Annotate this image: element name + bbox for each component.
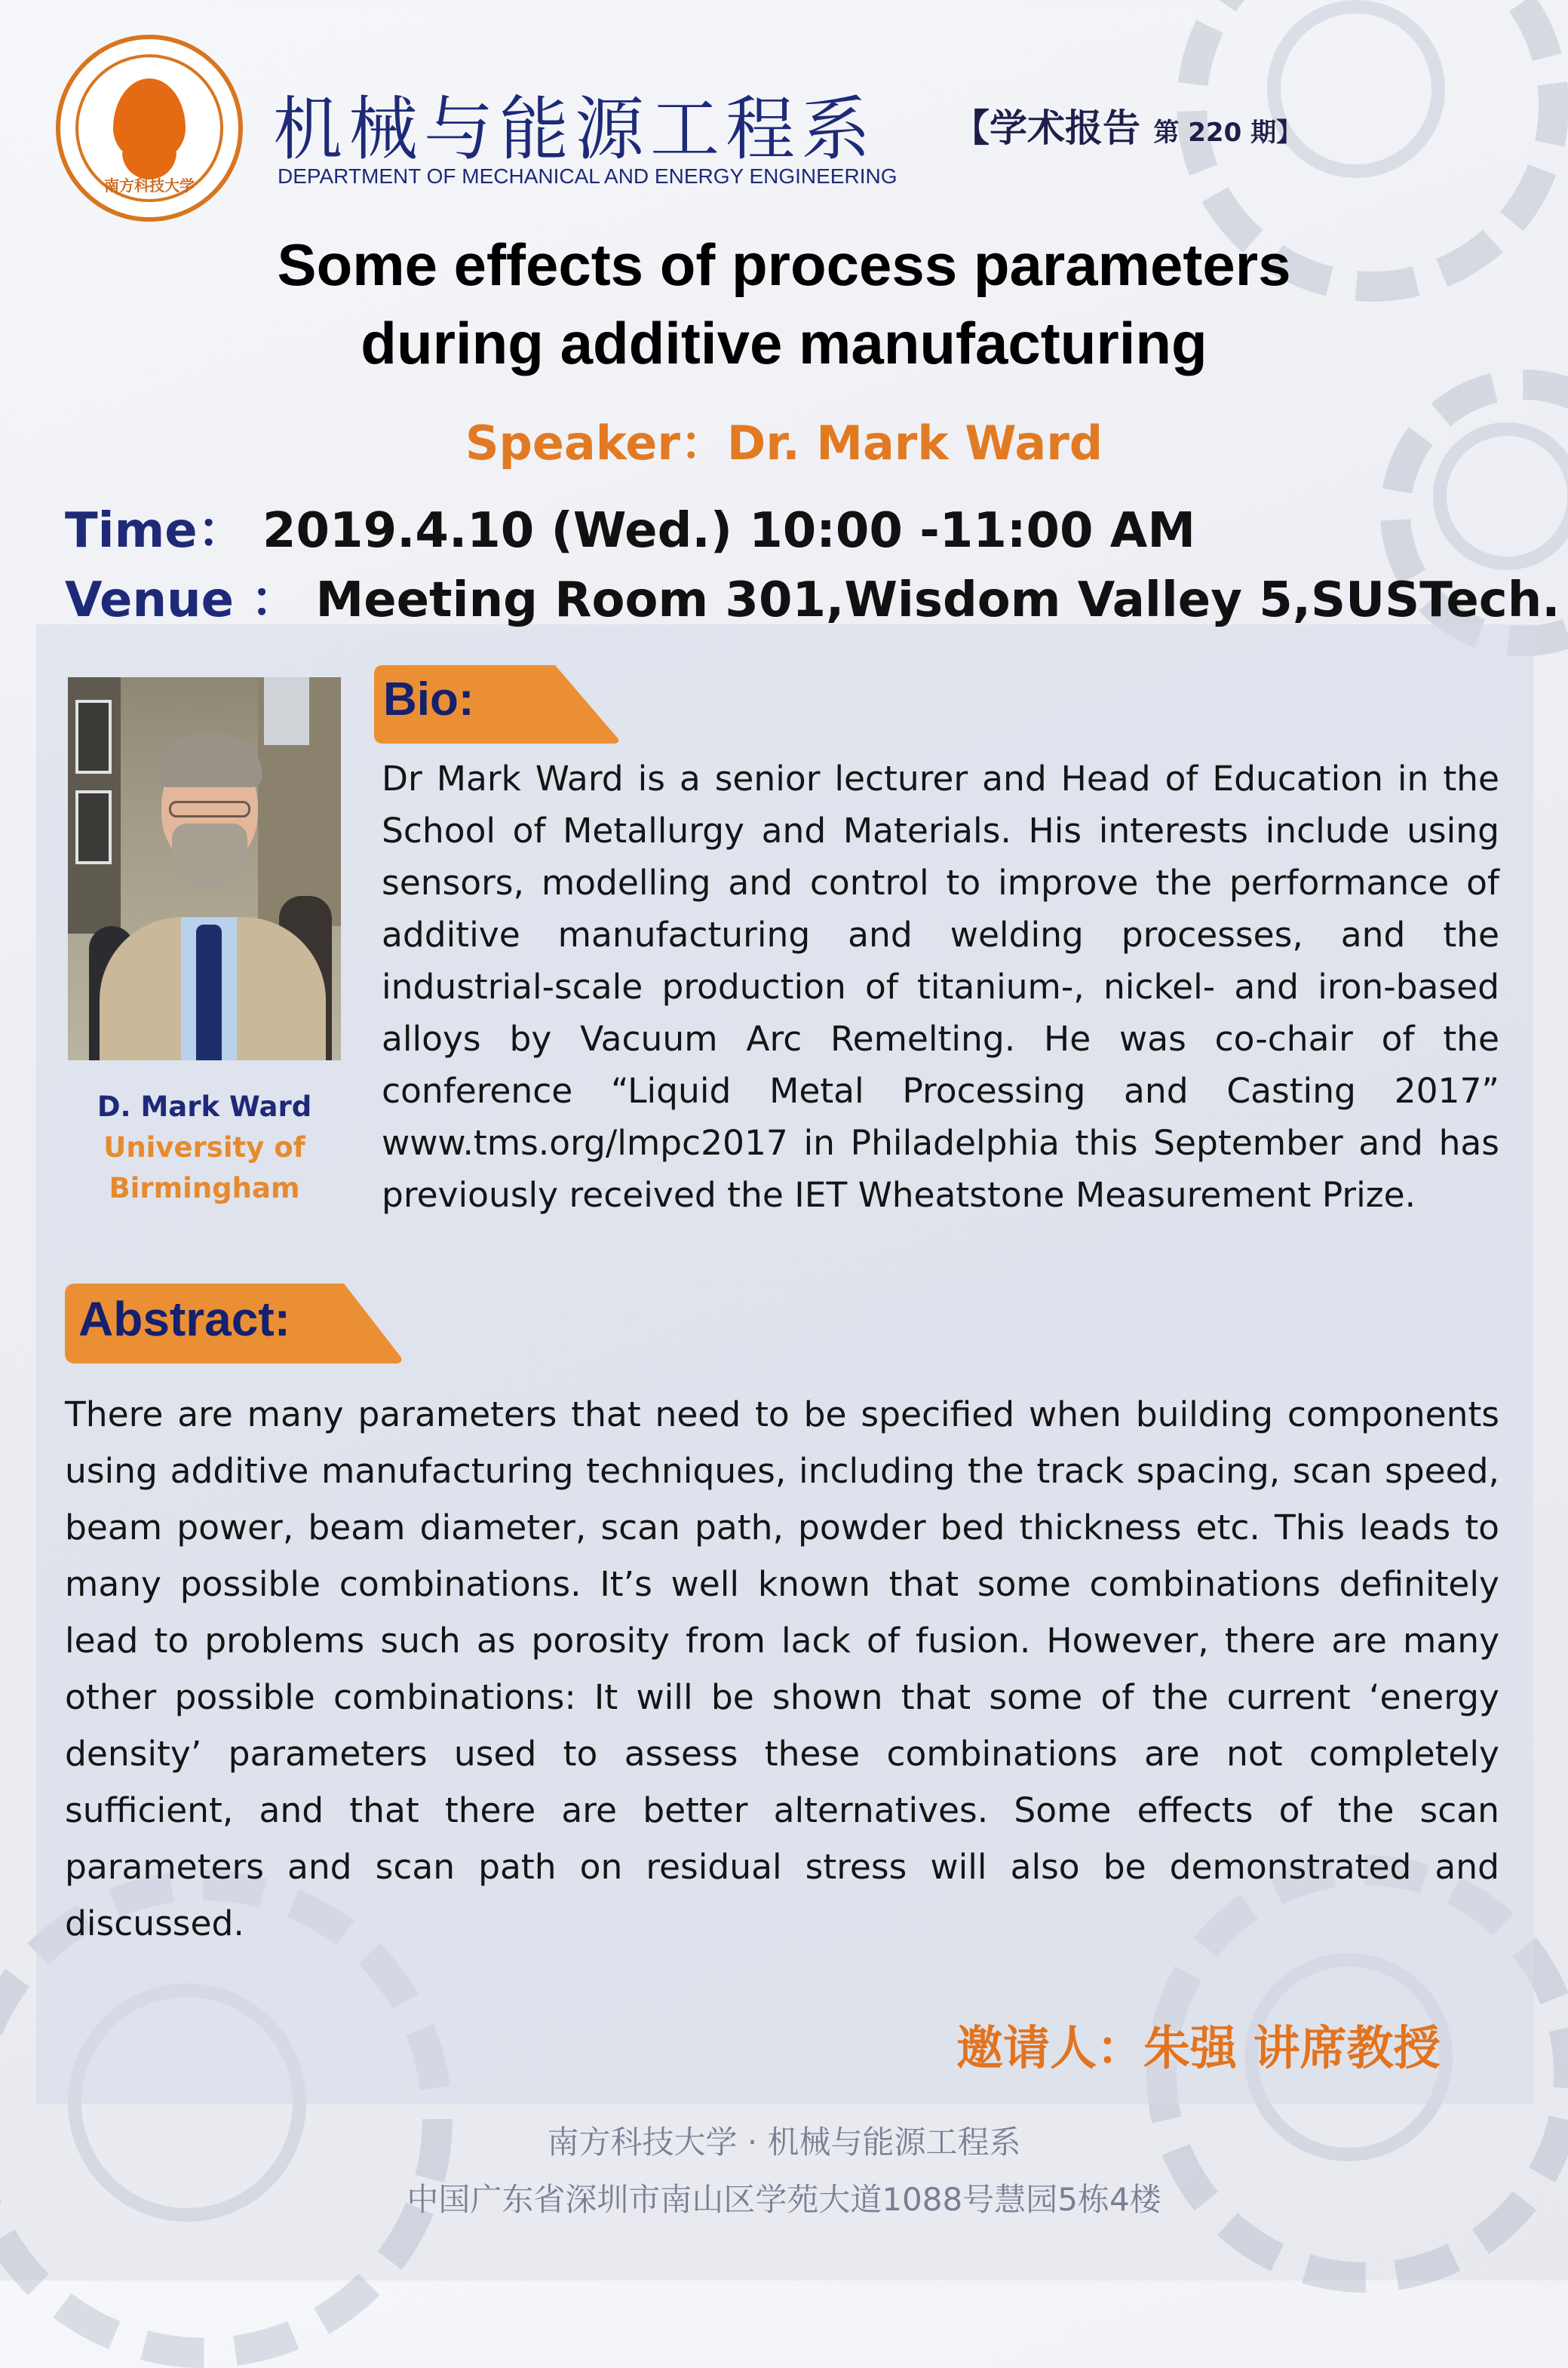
photo-hair	[157, 735, 262, 787]
venue-value: Meeting Room 301,Wisdom Valley 5,SUSTech.	[315, 572, 1560, 628]
photo-glasses	[169, 801, 250, 817]
venue-label: Venue ：	[65, 572, 299, 628]
report-prefix: 【学术报告	[952, 106, 1140, 150]
department-name-cn: 机械与能源工程系	[273, 89, 877, 170]
photo-tie	[196, 925, 222, 1060]
speaker-line: Speaker：Dr. Mark Ward	[465, 416, 1103, 471]
photo-beard	[172, 824, 247, 888]
inviter-line: 邀请人：朱强 讲席教授	[956, 2020, 1441, 2075]
bio-heading: Bio:	[383, 673, 474, 725]
talk-title-line-2: during additive manufacturing	[361, 310, 1207, 376]
footer-line-2: 中国广东省深圳市南山区学苑大道1088号慧园5栋4楼	[407, 2181, 1161, 2218]
time-label: Time：	[65, 503, 246, 559]
university-logo	[56, 35, 243, 222]
venue-row	[65, 561, 1560, 630]
time-row	[65, 492, 1195, 561]
abstract-text: There are many parameters that need to be specified when building components using additive manufacturing techniques, including the track spacing, scan speed, beam power, beam diameter, scan path, powder bed thickness etc. This leads to many possible combinations. It’s well known that some combinations definitely lead to problems such as porosity from lack of fusion. However, there are many other possible combinations: It will be shown that some of the current ‘energy density’ parameters used to assess these combinations are not completely sufficient, and that there are better alternatives. Some effects of the scan parameters and scan path on residual stress will also be demonstrated and discussed.	[65, 1394, 1499, 1943]
speaker-photo	[68, 677, 341, 1060]
bio-text: Dr Mark Ward is a senior lecturer and Head of Education in the School of Metallurgy and Materials. His interests include using sensors, modelling and control to improve the performance of additive manufacturing and welding processes, and the industrial-scale production of titanium-, nickel- and iron-based alloys by Vacuum Arc Remelting. He was co-chair of the conference “Liquid Metal Processing and Casting 2017” www.tms.org/lmpc2017 in Philadelphia this September and has previously received the IET Wheatstone Measurement Prize.	[382, 759, 1499, 1215]
caption-affiliation-2: Birmingham	[109, 1172, 300, 1204]
talk-title-line-1: Some effects of process parameters	[277, 232, 1291, 298]
report-issue: 第 220 期】	[1153, 118, 1303, 148]
report-issue-tag	[952, 98, 1302, 152]
footer-line-1: 南方科技大学 · 机械与能源工程系	[547, 2124, 1021, 2161]
photo-window	[75, 790, 112, 864]
caption-name: D. Mark Ward	[97, 1090, 312, 1123]
abstract-heading: Abstract:	[78, 1292, 290, 1346]
department-name-en: DEPARTMENT OF MECHANICAL AND ENERGY ENGINEERING	[278, 164, 898, 188]
photo-window	[75, 700, 112, 774]
logo-text: 南方科技大学	[104, 176, 195, 195]
photo-sky	[264, 677, 309, 745]
caption-affiliation-1: University of	[103, 1131, 305, 1164]
time-value: 2019.4.10 (Wed.) 10:00 -11:00 AM	[262, 503, 1195, 559]
